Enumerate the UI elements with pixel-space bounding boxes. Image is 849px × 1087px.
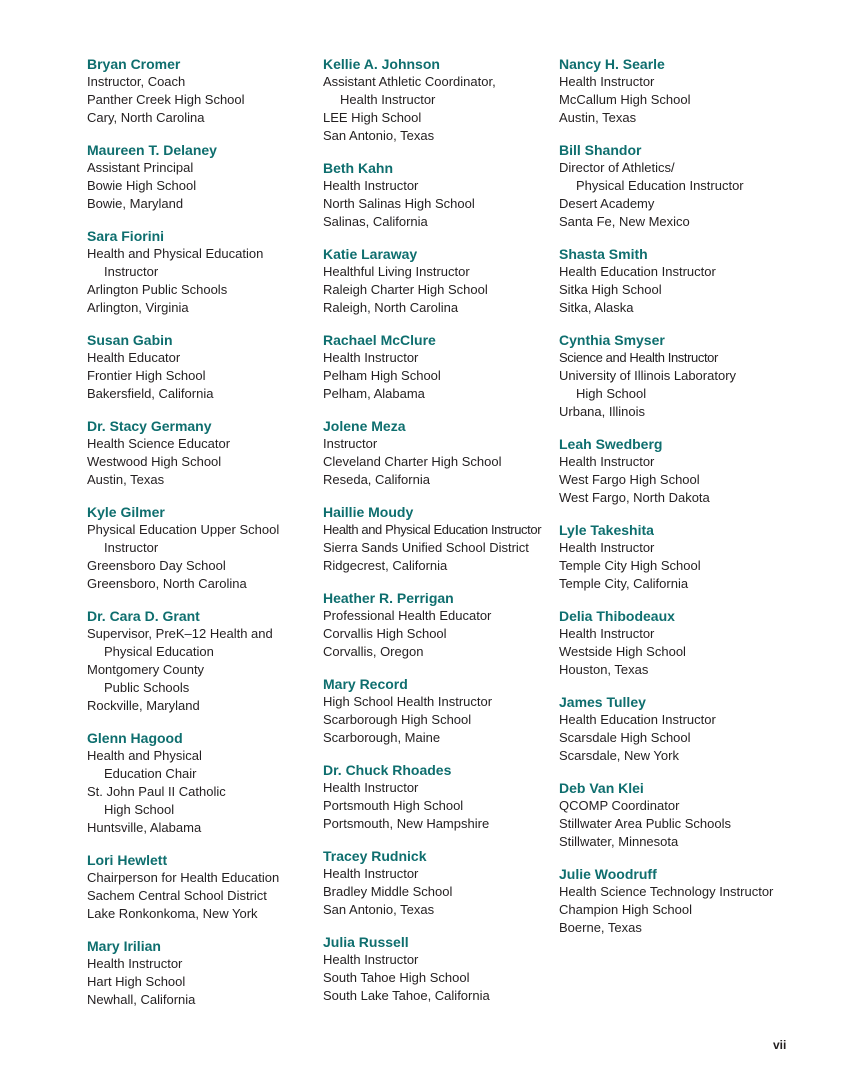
contributor-entry xyxy=(87,417,323,489)
contributor-detail: Sierra Sands Unified School District xyxy=(323,540,529,555)
contributor-detail: Lake Ronkonkoma, New York xyxy=(87,906,258,921)
contributor-detail: San Antonio, Texas xyxy=(323,902,435,917)
contributor-detail: Montgomery County xyxy=(87,662,205,677)
contributor-detail: Health Science Technology Instructor xyxy=(559,884,774,899)
contributor-name: Tracey Rudnick xyxy=(323,848,427,864)
contributor-detail: Health Instructor xyxy=(323,178,419,193)
contributor-detail: Greensboro, North Carolina xyxy=(87,576,247,591)
contributor-detail: Health Instructor xyxy=(559,74,655,89)
contributor-entry xyxy=(87,227,323,317)
contributor-detail: Huntsville, Alabama xyxy=(87,820,202,835)
contributor-entry xyxy=(559,693,795,765)
contributor-detail: Health and Physical Education xyxy=(87,246,264,261)
contributor-detail: Reseda, California xyxy=(323,472,430,487)
contributor-name: Mary Irilian xyxy=(87,938,161,954)
contributor-name: Jolene Meza xyxy=(323,418,406,434)
contributor-name: Kellie A. Johnson xyxy=(323,56,440,72)
contributor-detail: High School Health Instructor xyxy=(323,694,493,709)
contributor-entry xyxy=(87,851,323,923)
contributor-entry xyxy=(559,779,795,851)
contributor-detail: Cleveland Charter High School xyxy=(323,454,502,469)
contributor-detail: Health Instructor xyxy=(323,952,419,967)
contributor-detail: Physical Education Instructor xyxy=(576,178,744,193)
contributor-name: Lyle Takeshita xyxy=(559,522,654,538)
contributor-detail: Assistant Principal xyxy=(87,160,194,175)
contributor-name: Heather R. Perrigan xyxy=(323,590,454,606)
contributor-name: James Tulley xyxy=(559,694,646,710)
contributor-detail: Cary, North Carolina xyxy=(87,110,205,125)
contributor-detail: Bowie High School xyxy=(87,178,197,193)
contributor-detail: Panther Creek High School xyxy=(87,92,245,107)
contributor-detail: Science and Health Instructor xyxy=(559,350,718,365)
contributor-detail: Instructor xyxy=(104,264,159,279)
contributor-entry xyxy=(323,245,559,317)
contributor-detail: Frontier High School xyxy=(87,368,206,383)
contributor-entry xyxy=(87,607,323,715)
contributor-detail: Pelham, Alabama xyxy=(323,386,425,401)
contributor-detail: Urbana, Illinois xyxy=(559,404,645,419)
contributor-entry xyxy=(323,503,559,575)
contributor-name: Kyle Gilmer xyxy=(87,504,165,520)
contributor-detail: Raleigh Charter High School xyxy=(323,282,488,297)
contributor-entry xyxy=(323,159,559,231)
contributor-detail: Desert Academy xyxy=(559,196,655,211)
contributor-name: Sara Fiorini xyxy=(87,228,165,244)
contributor-name: Beth Kahn xyxy=(323,160,393,176)
contributor-entry xyxy=(323,847,559,919)
contributor-name: Dr. Stacy Germany xyxy=(87,418,212,434)
contributor-name: Julia Russell xyxy=(323,934,409,950)
contributor-detail: Stillwater, Minnesota xyxy=(559,834,679,849)
contributor-detail: Stillwater Area Public Schools xyxy=(559,816,731,831)
contributor-detail: Scarborough, Maine xyxy=(323,730,441,745)
contributor-name: Glenn Hagood xyxy=(87,730,183,746)
contributor-entry xyxy=(323,933,559,1005)
contributor-name: Rachael McClure xyxy=(323,332,436,348)
contributor-detail: Newhall, California xyxy=(87,992,196,1007)
contributor-name: Deb Van Klei xyxy=(559,780,644,796)
contributor-detail: Healthful Living Instructor xyxy=(323,264,470,279)
contributor-name: Shasta Smith xyxy=(559,246,648,262)
contributor-detail: Corvallis High School xyxy=(323,626,447,641)
contributor-detail: Scarsdale, New York xyxy=(559,748,679,763)
contributor-detail: Health Instructor xyxy=(323,866,419,881)
contributor-detail: Education Chair xyxy=(104,766,197,781)
contributor-detail: Santa Fe, New Mexico xyxy=(559,214,690,229)
contributor-detail: Boerne, Texas xyxy=(559,920,642,935)
contributor-detail: Arlington, Virginia xyxy=(87,300,189,315)
contributor-detail: Instructor xyxy=(323,436,378,451)
contributor-detail: McCallum High School xyxy=(559,92,691,107)
contributor-name: Cynthia Smyser xyxy=(559,332,665,348)
contributor-detail: Health Instructor xyxy=(559,626,655,641)
contributor-detail: Rockville, Maryland xyxy=(87,698,200,713)
contributor-name: Lori Hewlett xyxy=(87,852,168,868)
contributor-entry xyxy=(323,675,559,747)
contributor-detail: Assistant Athletic Coordinator, xyxy=(323,74,496,89)
column-1 xyxy=(87,55,323,1023)
contributor-entry xyxy=(559,141,795,231)
contributor-detail: Arlington Public Schools xyxy=(87,282,228,297)
contributor-detail: Temple City, California xyxy=(559,576,689,591)
contributor-detail: West Fargo High School xyxy=(559,472,700,487)
contributor-detail: Health Instructor xyxy=(559,540,655,555)
contributor-detail: LEE High School xyxy=(323,110,422,125)
contributor-entry xyxy=(323,331,559,403)
column-2 xyxy=(323,55,559,1019)
contributor-entry xyxy=(559,607,795,679)
contributor-name: Delia Thibodeaux xyxy=(559,608,675,624)
contributor-detail: Supervisor, PreK–12 Health and xyxy=(87,626,273,641)
contributor-detail: Westwood High School xyxy=(87,454,222,469)
contributor-name: Katie Laraway xyxy=(323,246,418,262)
contributor-entry xyxy=(87,729,323,837)
contributor-detail: South Lake Tahoe, California xyxy=(323,988,490,1003)
contributor-detail: Houston, Texas xyxy=(559,662,649,677)
contributor-detail: University of Illinois Laboratory xyxy=(559,368,737,383)
contributor-detail: St. John Paul II Catholic xyxy=(87,784,226,799)
contributor-detail: South Tahoe High School xyxy=(323,970,470,985)
contributor-name: Bill Shandor xyxy=(559,142,642,158)
contributor-name: Susan Gabin xyxy=(87,332,173,348)
contributor-detail: Champion High School xyxy=(559,902,692,917)
contributor-detail: Temple City High School xyxy=(559,558,701,573)
contributor-entry xyxy=(87,503,323,593)
contributor-detail: Sitka High School xyxy=(559,282,662,297)
contributor-detail: West Fargo, North Dakota xyxy=(559,490,710,505)
contributor-name: Maureen T. Delaney xyxy=(87,142,217,158)
contributor-detail: Health Educator xyxy=(87,350,181,365)
contributor-detail: Health Education Instructor xyxy=(559,264,716,279)
contributor-detail: Salinas, California xyxy=(323,214,428,229)
contributor-name: Dr. Chuck Rhoades xyxy=(323,762,452,778)
contributor-entry xyxy=(87,937,323,1009)
contributor-detail: Professional Health Educator xyxy=(323,608,492,623)
contributor-detail: Health and Physical Education Instructor xyxy=(323,522,542,537)
contributor-detail: Austin, Texas xyxy=(87,472,165,487)
contributor-name: Leah Swedberg xyxy=(559,436,663,452)
contributor-detail: Sachem Central School District xyxy=(87,888,267,903)
contributor-name: Haillie Moudy xyxy=(323,504,414,520)
contributor-name: Julie Woodruff xyxy=(559,866,657,882)
contributor-entry xyxy=(559,55,795,127)
contributor-detail: Ridgecrest, California xyxy=(323,558,448,573)
contributor-detail: Raleigh, North Carolina xyxy=(323,300,459,315)
contributor-entry xyxy=(323,761,559,833)
contributor-detail: Health and Physical xyxy=(87,748,202,763)
contributor-detail: Austin, Texas xyxy=(559,110,637,125)
contributor-entry xyxy=(559,865,795,937)
contributor-detail: Physical Education xyxy=(104,644,214,659)
contributor-detail: Chairperson for Health Education xyxy=(87,870,280,885)
contributor-name: Dr. Cara D. Grant xyxy=(87,608,200,624)
contributor-entry xyxy=(323,589,559,661)
contributor-detail: Pelham High School xyxy=(323,368,441,383)
contributor-detail: Portsmouth, New Hampshire xyxy=(323,816,490,831)
contributor-detail: Scarborough High School xyxy=(323,712,472,727)
contributor-entry xyxy=(323,55,559,145)
contributor-detail: High School xyxy=(576,386,647,401)
contributor-detail: Hart High School xyxy=(87,974,186,989)
contributor-detail: Health Instructor xyxy=(323,350,419,365)
column-3 xyxy=(559,55,795,951)
contributor-detail: Bowie, Maryland xyxy=(87,196,184,211)
contributor-detail: Health Instructor xyxy=(340,92,436,107)
contributor-entry xyxy=(559,245,795,317)
contributor-detail: Portsmouth High School xyxy=(323,798,464,813)
contributor-entry xyxy=(87,331,323,403)
contributor-detail: Health Education Instructor xyxy=(559,712,716,727)
contributor-detail: Health Science Educator xyxy=(87,436,231,451)
contributor-entry xyxy=(559,521,795,593)
contributor-detail: North Salinas High School xyxy=(323,196,475,211)
contributor-detail: Scarsdale High School xyxy=(559,730,691,745)
contributor-detail: Physical Education Upper School xyxy=(87,522,280,537)
contributor-detail: QCOMP Coordinator xyxy=(559,798,680,813)
contributor-detail: Instructor xyxy=(104,540,159,555)
contributor-detail: Corvallis, Oregon xyxy=(323,644,424,659)
contributor-name: Mary Record xyxy=(323,676,408,692)
contributor-detail: Instructor, Coach xyxy=(87,74,186,89)
contributor-name: Nancy H. Searle xyxy=(559,56,665,72)
contributor-entry xyxy=(87,55,323,127)
contributor-entry xyxy=(559,435,795,507)
contributor-detail: Sitka, Alaska xyxy=(559,300,634,315)
contributor-name: Bryan Cromer xyxy=(87,56,181,72)
page-number: vii xyxy=(773,1038,787,1052)
contributor-entry xyxy=(323,417,559,489)
contributor-detail: San Antonio, Texas xyxy=(323,128,435,143)
contributor-detail: Health Instructor xyxy=(559,454,655,469)
contributor-detail: Director of Athletics/ xyxy=(559,160,675,175)
contributor-detail: Bradley Middle School xyxy=(323,884,453,899)
contributor-entry xyxy=(559,331,795,421)
contributor-detail: Bakersfield, California xyxy=(87,386,214,401)
contributor-detail: Greensboro Day School xyxy=(87,558,226,573)
contributor-detail: Health Instructor xyxy=(323,780,419,795)
contributor-detail: Health Instructor xyxy=(87,956,183,971)
contributor-entry xyxy=(87,141,323,213)
contributor-detail: High School xyxy=(104,802,175,817)
contributor-detail: Public Schools xyxy=(104,680,190,695)
contributor-detail: Westside High School xyxy=(559,644,686,659)
